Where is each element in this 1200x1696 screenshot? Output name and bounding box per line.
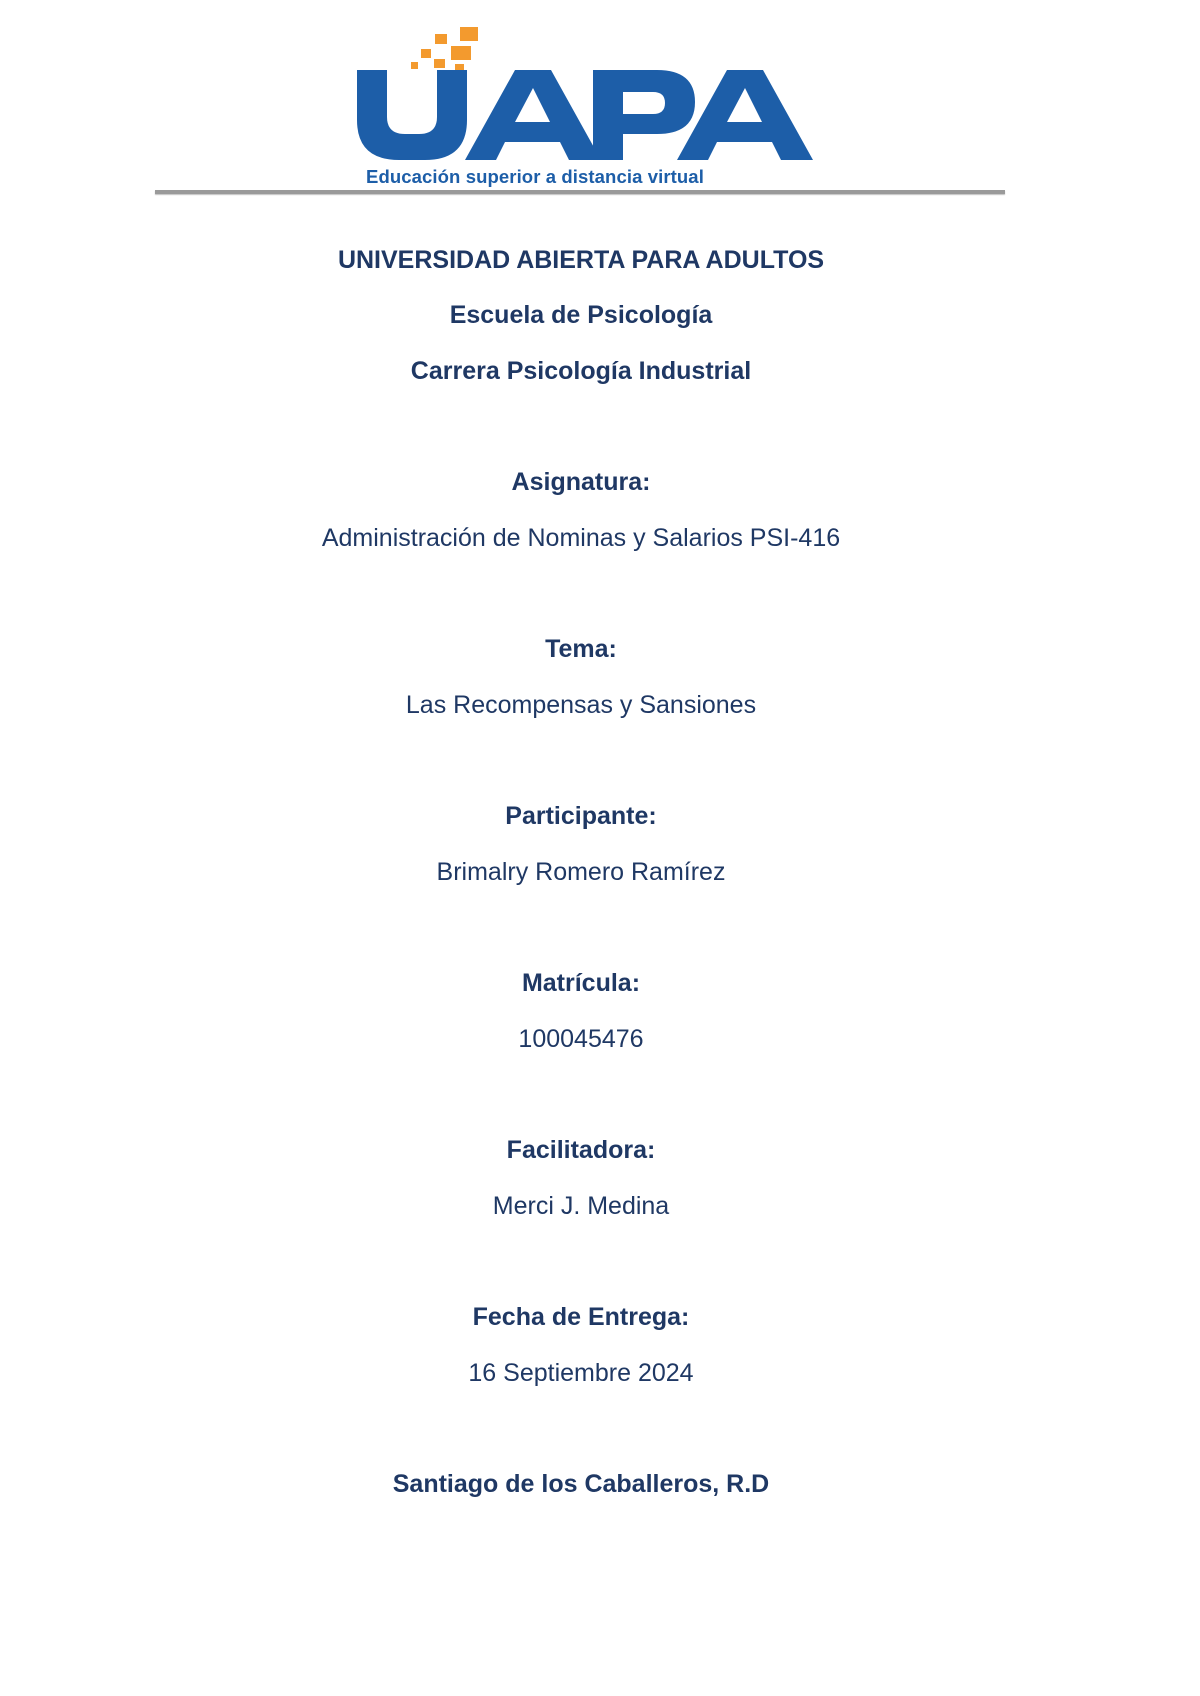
facilitator-label: Facilitadora: — [506, 1136, 656, 1164]
logo-orange-squares — [411, 27, 478, 71]
subject-label: Asignatura: — [511, 468, 651, 496]
career-name: Carrera Psicología Industrial — [410, 357, 752, 385]
university-name: UNIVERSIDAD ABIERTA PARA ADULTOS — [337, 246, 825, 274]
facilitator-value: Merci J. Medina — [492, 1192, 670, 1220]
logo-tagline: Educación superior a distancia virtual — [366, 166, 704, 187]
school-name: Escuela de Psicología — [449, 301, 713, 329]
logo-letters — [357, 70, 813, 160]
participant-value: Brimalry Romero Ramírez — [436, 858, 726, 886]
location: Santiago de los Caballeros, R.D — [392, 1470, 770, 1498]
header-divider — [155, 190, 1005, 194]
enrollment-label: Matrícula: — [521, 969, 641, 997]
participant-label: Participante: — [505, 802, 657, 830]
subject-value: Administración de Nominas y Salarios PSI-416 — [321, 524, 841, 552]
topic-value: Las Recompensas y Sansiones — [405, 691, 757, 719]
enrollment-value: 100045476 — [518, 1025, 644, 1053]
due-date-label: Fecha de Entrega: — [472, 1303, 690, 1331]
due-date-value: 16 Septiembre 2024 — [468, 1359, 694, 1387]
topic-label: Tema: — [545, 635, 617, 663]
